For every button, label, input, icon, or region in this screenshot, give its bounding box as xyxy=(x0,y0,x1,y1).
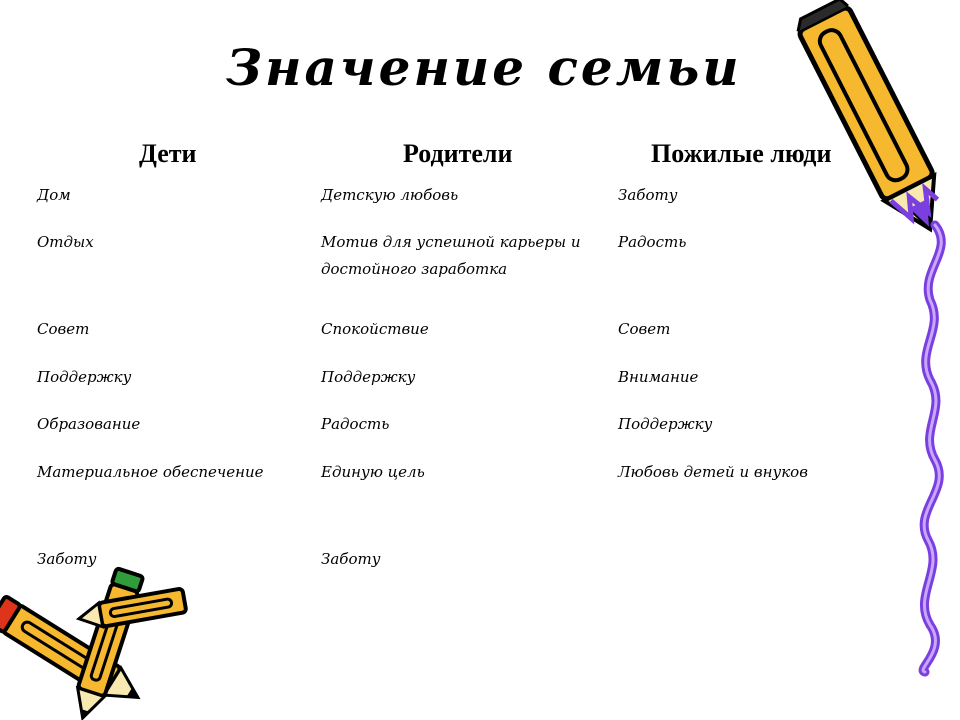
table-cell: Внимание xyxy=(618,368,699,386)
table-cell: Спокойствие xyxy=(321,320,429,338)
table-cell: Заботу xyxy=(37,550,97,568)
table-cell: Заботу xyxy=(618,186,678,204)
table-cell: Единую цель xyxy=(321,463,425,481)
column-header-children: Дети xyxy=(139,139,197,168)
table-cell: Детскую любовь xyxy=(321,186,459,204)
table-cell: Поддержку xyxy=(321,368,416,386)
table-cell: Материальное обеспечение xyxy=(37,463,264,481)
table-cell: Любовь детей и внуков xyxy=(618,463,808,481)
column-header-parents: Родители xyxy=(403,139,513,168)
table-cell: Образование xyxy=(37,415,141,433)
table-cell: Радость xyxy=(321,415,390,433)
table-cell: Радость xyxy=(618,233,687,251)
table-cell: Совет xyxy=(618,320,671,338)
table-cell: Мотив для успешной карьеры и достойного заработка xyxy=(321,233,581,278)
column-header-elderly: Пожилые люди xyxy=(651,139,832,168)
table-cell: Поддержку xyxy=(618,415,713,433)
table-cell: Дом xyxy=(37,186,71,204)
page-title: Значение семьи xyxy=(226,38,742,97)
table-cell: Совет xyxy=(37,320,90,338)
table-cell: Заботу xyxy=(321,550,381,568)
table-cell: Поддержку xyxy=(37,368,132,386)
table-cell: Отдых xyxy=(37,233,94,251)
